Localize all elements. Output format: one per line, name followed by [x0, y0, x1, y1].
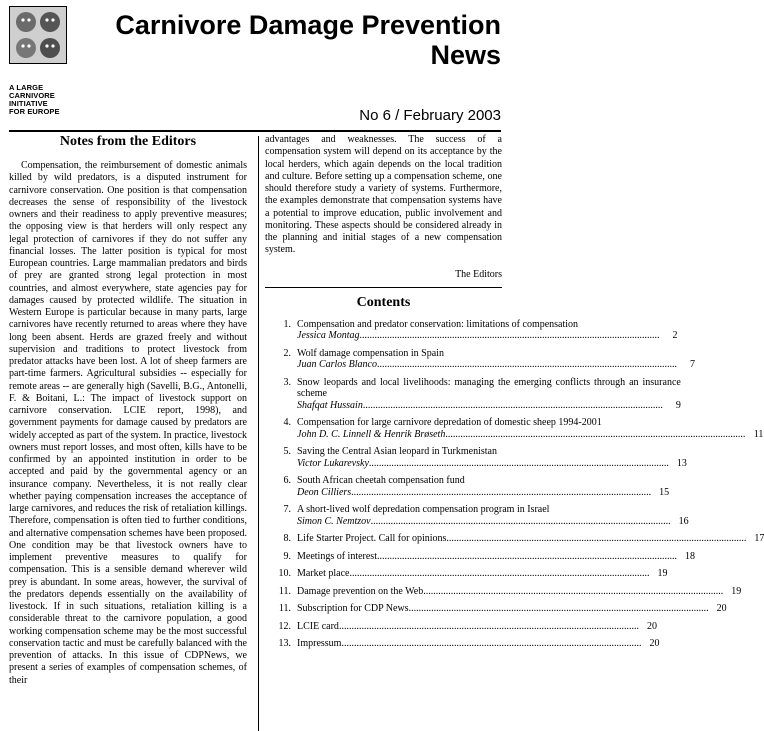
toc-item-number: 11. — [278, 603, 291, 614]
table-of-contents — [275, 318, 764, 650]
toc-leader-dots — [351, 487, 651, 499]
toc-item-page: 20 — [649, 638, 660, 649]
toc-item-author: Juan Carlos Blanco — [297, 359, 377, 370]
toc-item-page: 9 — [675, 399, 681, 411]
toc-leader-dots — [377, 359, 677, 371]
toc-item-title: Compensation for large carnivore depredation of domestic sheep 1994-2001 — [297, 417, 602, 428]
toc-leader-dots — [409, 603, 709, 615]
toc-item[interactable] — [275, 504, 689, 527]
editorial-column — [9, 134, 247, 687]
toc-item-title: Subscription for CDP News — [297, 603, 409, 614]
toc-item-number: 12. — [278, 620, 291, 632]
toc-item-page: 13 — [676, 457, 687, 469]
toc-item-title: Wolf damage compensation in Spain — [297, 347, 444, 359]
toc-item[interactable] — [275, 347, 695, 371]
toc-item[interactable] — [275, 446, 687, 469]
toc-item-number: 7. — [283, 504, 291, 515]
toc-item-page: 20 — [646, 620, 657, 632]
toc-item-page: 19 — [731, 585, 742, 597]
toc-item-author: John D. C. Linnell & Henrik Brøseth — [297, 428, 446, 440]
toc-item[interactable] — [275, 376, 681, 412]
toc-item-author: Simon C. Nemtzov — [297, 515, 371, 527]
logo-text: A LARGE CARNIVORE INITIATIVE FOR EUROPE — [9, 83, 60, 116]
toc-item-page: 7 — [690, 359, 695, 370]
toc-leader-dots — [423, 586, 723, 598]
toc-item-title: Saving the Central Asian leopard in Turkmenistan — [297, 446, 497, 457]
toc-item[interactable] — [275, 318, 678, 342]
issue-number: No 6 / February 2003 — [359, 107, 501, 124]
toc-item-page: 18 — [684, 550, 695, 562]
toc-item-title: Compensation and predator conservation: limitations of compensation — [297, 318, 579, 330]
editorial-paragraph-1: Compensation, the reimbursement of domestic animals killed by wild predators, is a disputed instrument for carnivore conservation. One position is that compensation decreases the sense of responsibility of the livestock owners and their readiness to apply preventive measures; the opposing view is that herders will only respect any legal protection of carnivores if they do not suffer any financial losses. The latter position is typical for most European countries. Large mammalian predators and birds of prey are granted strong legal protection in most countries, and almost everywhere, state agencies pay for damages caused by protected wildlife. The situation in Western Europe is particular because in many parts, large carnivores have recently returned to areas where they have long been absent. Herds are grazed freely and without supervision and traditions to protect livestock from predator attacks have been lost. A lot of sheep farmers are part-time farmers. Agricultural subsidies -- especially for remote areas -- are generally high (Savelli, B.G., Antonelli, F. & Boitani, L.: The impact of livestock support on carnivore conservation. LCIE report, 1998), and government payments for damage caused by predators are widely accepted as part of the system. In practice, livestock owners must report losses, and most often, kills have to be confirmed by an appointed institution in order to be accepted and paid by the governmental agency or an insurance company. Nevertheless, it is not really clear whether paying compensation increases the acceptance of large carnivores, and reduces the risk of retaliation killings. Therefore, compensation is often tied to further conditions, and alternative compensation schemes have been proposed. One condition may be that livestock owners have to implement preventive measures to qualify for compensation. This is a sensible demand wherever wild prey is abundant. In some areas, however, the survival of the predators depends essentially on the availability of livestock. If in such situations, retaliation killing is a considerable threat to the carnivore population, a good working compensation scheme may be the most successful conservation tactic and must be carefully balanced with the prevention of attacks. In this issue of CDPNews, we present a series of examples of compensation schemes, of their — [9, 160, 247, 686]
toc-item[interactable] — [275, 585, 742, 598]
toc-item[interactable] — [275, 417, 764, 440]
toc-item[interactable] — [275, 475, 670, 498]
toc-item-title: South African cheetah compensation fund — [297, 475, 465, 486]
right-column — [265, 134, 764, 656]
toc-item-title: Life Starter Project. Call for opinions — [297, 533, 447, 544]
toc-leader-dots — [377, 551, 677, 563]
toc-item[interactable] — [275, 603, 727, 615]
toc-item-number: 13. — [278, 638, 291, 649]
editorial-paragraph-2: advantages and weaknesses. The success of a compensation system will depend on its acceptance by the local herders, which again depends on the local tradition and culture. Before setting up a compensation scheme, one should therefore study a variety of systems. Furthermore, the examples demonstrate that compensation systems have a potential to improve education, public involvement and monitoring. These aspects should be considered already in the planning and initial stages of a new compensation system. — [265, 134, 502, 256]
carnivore-heads-icon — [10, 7, 66, 63]
toc-item-number: 11. — [278, 585, 291, 597]
toc-item-number: 2. — [283, 347, 291, 359]
toc-item[interactable] — [275, 568, 668, 580]
contents-rule — [265, 287, 502, 288]
toc-item-number: 1. — [283, 318, 291, 330]
toc-item-number: 3. — [283, 376, 291, 388]
column-divider — [258, 136, 259, 731]
toc-item-title: A short-lived wolf depredation compensation program in Israel — [297, 504, 550, 515]
toc-leader-dots — [446, 533, 746, 545]
toc-item-title: Market place — [297, 568, 350, 579]
toc-item-title: LCIE card — [297, 620, 339, 632]
contents-heading: Contents — [356, 294, 411, 310]
header-rule — [9, 130, 501, 132]
toc-item-page: 20 — [716, 603, 727, 614]
toc-item-author: Jessica Montag — [297, 330, 360, 341]
toc-item-number: 5. — [283, 446, 291, 457]
editorial-heading: Notes from the Editors — [59, 134, 197, 149]
toc-item[interactable] — [275, 550, 695, 563]
toc-item-page: 15 — [659, 486, 670, 498]
toc-leader-dots — [369, 458, 669, 470]
toc-item-number: 8. — [283, 533, 291, 544]
toc-item-number: 10. — [278, 568, 291, 579]
toc-item-author: Shafqat Hussain — [297, 399, 363, 411]
toc-item-page: 11 — [753, 428, 764, 440]
lcie-logo — [9, 6, 67, 64]
toc-item[interactable] — [275, 533, 764, 545]
toc-item[interactable] — [275, 638, 660, 650]
toc-item[interactable] — [275, 620, 657, 633]
toc-item-page: 2 — [672, 330, 678, 341]
toc-item-number: 9. — [283, 550, 291, 562]
toc-item-page: 17 — [754, 533, 764, 544]
toc-leader-dots — [363, 400, 663, 412]
toc-item-title: Meetings of interest — [297, 550, 377, 562]
toc-item-number: 6. — [283, 475, 291, 486]
toc-item-title: Damage prevention on the Web — [297, 585, 424, 597]
toc-item-title: Snow leopards and local livelihoods: managing the emerging conflicts through an insurance scheme — [297, 376, 681, 399]
toc-item-title: Impressum — [297, 638, 342, 649]
toc-item-author: Victor Lukarevsky — [297, 457, 369, 469]
toc-leader-dots — [371, 516, 671, 528]
toc-leader-dots — [341, 638, 641, 650]
editorial-signoff: The Editors — [455, 268, 502, 280]
toc-item-number: 4. — [283, 417, 291, 428]
newsletter-title: Carnivore Damage Prevention News — [115, 10, 501, 70]
toc-item-author: Deon Cilliers — [297, 486, 352, 498]
toc-item-page: 16 — [678, 515, 689, 527]
toc-leader-dots — [360, 330, 660, 342]
toc-leader-dots — [445, 429, 745, 441]
toc-leader-dots — [349, 568, 649, 580]
toc-leader-dots — [339, 621, 639, 633]
toc-item-page: 19 — [657, 568, 668, 579]
